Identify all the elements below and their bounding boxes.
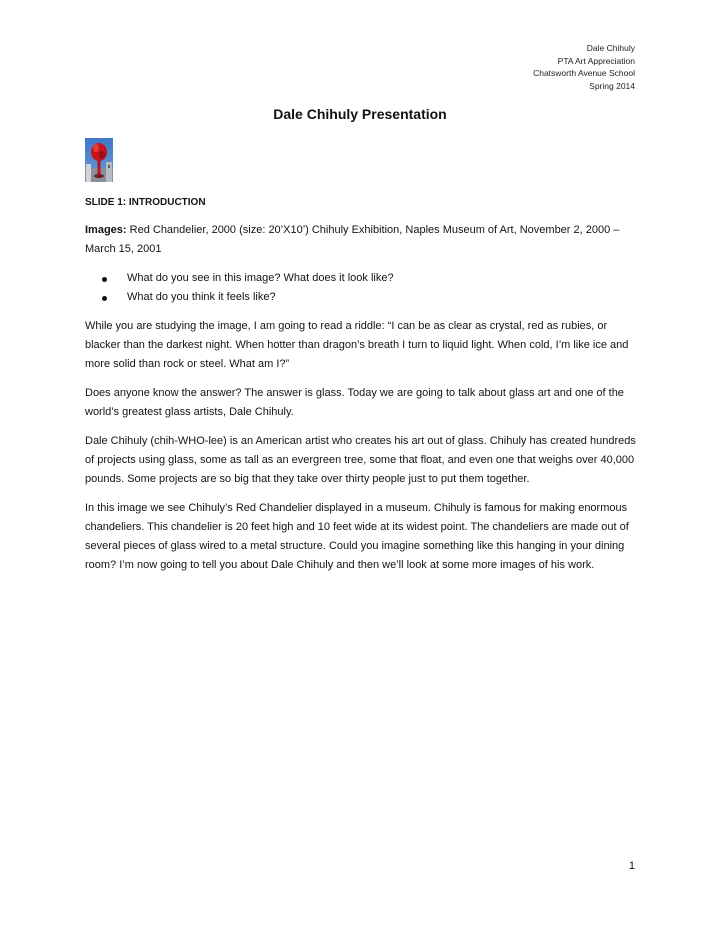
list-item [85, 288, 640, 307]
page-number: 1 [628, 860, 635, 872]
page-title: Dale Chihuly Presentation [273, 106, 447, 122]
header-line-name: Dale Chihuly [586, 43, 635, 53]
list-item-text: What do you see in this image? What does it look like? [127, 272, 394, 284]
slide-heading: SLIDE 1: INTRODUCTION [85, 197, 206, 208]
images-line [85, 221, 640, 259]
chandelier-paragraph: In this image we see Chihuly’s Red Chandelier displayed in a museum. Chihuly is famous for making enormous chandeliers. This chandelier is 20 feet high and 10 feet wide at its widest point. The chandeliers are made out of several pieces of glass wired to a metal structure. Could you imagine something like this hanging in your dining room? I’m now going to tell you about Dale Chihuly and then we’ll look at some more images of his work. [85, 502, 629, 571]
header-line-term: Spring 2014 [589, 80, 635, 91]
header-line-program: PTA Art Appreciation [557, 55, 635, 66]
bullet-icon [102, 296, 107, 301]
question-list [85, 269, 640, 307]
riddle-paragraph: While you are studying the image, I am going to read a riddle: “I can be as clear as crystal, red as rubies, or blacker than the darkest night. When hotter than dragon’s breath I turn to liquid light. When cold, I’m like ice and more solid than rock or steel. What am I?” [85, 320, 629, 370]
slide-notes [85, 193, 640, 585]
images-caption: Red Chandelier, 2000 (size: 20’X10’) Chihuly Exhibition, Naples Museum of Art, November 2, 2000 – March 15, 2001 [85, 224, 620, 255]
answer-paragraph: Does anyone know the answer? The answer is glass. Today we are going to talk about glass art and one of the world’s greatest glass artists, Dale Chihuly. [85, 387, 624, 418]
artist-bio-paragraph: Dale Chihuly (chih-WHO-lee) is an American artist who creates his art out of glass. Chihuly has created hundreds of projects using glass, some as tall as an evergreen tree, some that float, and even one that weighs over 40,000 pounds. Some projects are so big that they take over thirty people just to put them together. [85, 435, 636, 485]
red-chandelier-thumbnail [85, 138, 113, 182]
list-item-text: What do you think it feels like? [127, 291, 276, 303]
list-item [85, 269, 640, 288]
bullet-icon [102, 277, 107, 282]
running-header [533, 42, 635, 92]
header-line-school: Chatsworth Avenue School [533, 68, 635, 78]
images-label: Images: [85, 224, 127, 236]
